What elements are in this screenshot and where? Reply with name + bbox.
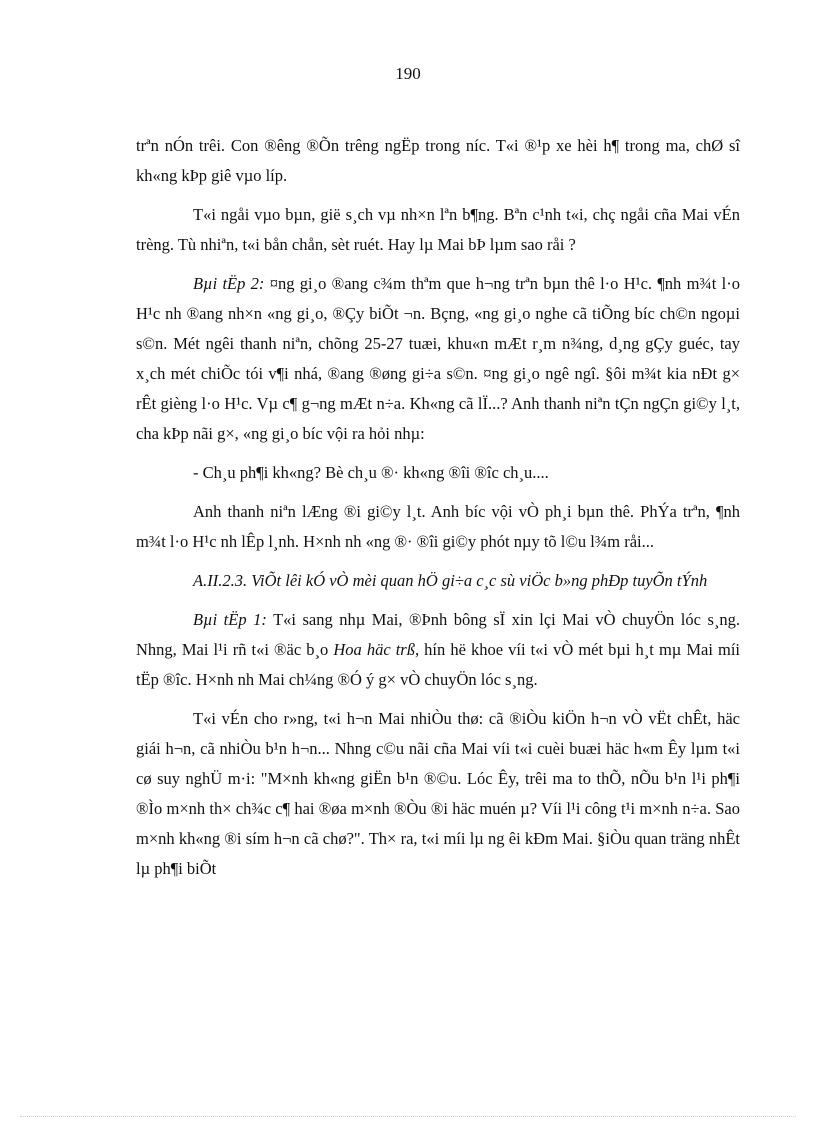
- paragraph-5: Anh thanh niªn lÆng ®i gi©y l¸t. Anh bíc vội vÒ ph¸i bµn thê. PhÝa trªn, ¶nh m¾t l·o H¹c nh lÊp l¸nh. H×nh nh «ng ®· ®îi gi©y phót nµy tõ l©u l¾m råi...: [136, 502, 740, 551]
- section-heading: A.II.2.3. ViÕt lêi kÓ vÒ mèi quan hÖ gi÷a c¸c sù viÖc b»ng phÐp tuyÕn tÝnh: [193, 571, 708, 590]
- exercise-label: Bµi tËp 1:: [193, 610, 267, 629]
- paragraph-2: T«i ngåi vµo bµn, gië s¸ch vµ nh×n lªn b¶ng. Bªn c¹nh t«i, chç ngåi cña Mai vÉn trèng. Tù nhiªn, t«i bån chån, sèt ruét. Hay lµ Mai bÞ lµm sao råi ?: [136, 205, 740, 254]
- paragraph-8: T«i vÉn cho r»ng, t«i h¬n Mai nhiÒu thø: cã ®iÒu kiÖn h¬n vÒ vËt chÊt, häc giái h¬n, cã nhiÒu b¹n h¬n... Nhng c©u nãi cña Mai víi t«i cuèi buæi häc h«m Êy lµm t«i cø suy nghÜ m·i: "M×nh kh«ng giËn b¹n ®©u. Lóc Êy, trêi ma to thÕ, nÕu b¹n l¹i ph¶i ®Ìo m×nh th× ch¾c c¶ hai ®øa m×nh ®Òu ®i häc muén µ? Víi l¹i công t¹i m×nh n÷a. Sao m×nh kh«ng ®i sím h¬n cã chø?". Th× ra, t«i míi lµ ng êi kÐm Mai. §iÒu quan träng nhÊt lµ ph¶i biÕt: [136, 709, 740, 878]
- exercise-label: Bµi tËp 2:: [193, 274, 265, 293]
- paragraph-dialogue: - Ch¸u ph¶i kh«ng? Bè ch¸u ®· kh«ng ®îi ®îc ch¸u....: [193, 463, 549, 482]
- paragraph-exercise-1: [136, 605, 740, 695]
- paragraph-1: trªn nÓn trêi. Con ®êng ®Õn trêng ngËp trong níc. T«i ®¹p xe hèi h¶ trong ma, chØ sî kh«ng kÞp giê vµo líp.: [136, 136, 740, 185]
- exercise-text-tail: , hín hë khoe víi t«i vÒ mét bµi h¸t mµ Mai míi tËp ®îc. H×nh nh Mai ch¼ng ®Ó ý g× vÒ chuyÖn lóc s¸ng.: [136, 640, 741, 689]
- paragraph-exercise-2: [136, 269, 740, 449]
- footer-divider: [20, 1116, 796, 1117]
- exercise-text: ¤ng gi¸o ®ang c¾m thªm que h¬ng trªn bµn thê l·o H¹c. ¶nh m¾t l·o H¹c nh ®ang nh×n «ng gi¸o, ®Çy biÕt ¬n. Bçng, «ng gi¸o nghe cã tiÕng bíc ch©n ngoµi s©n. Mét ngêi thanh niªn, chõng 25-27 tuæi, khu«n mÆt r¸m n¾ng, d¸ng gÇy guéc, tay x¸ch mét chiÕc tói v¶i nhá, ®ang ®øng gi÷a s©n. ¤ng gi¸o ngê ngî. §ôi m¾t kia nÐt g× rÊt gièng l·o H¹c. Vµ c¶ g¬ng mÆt n÷a. Kh«ng cã lÏ...? Anh thanh niªn tÇn ngÇn gi©y l¸t, cha kÞp nãi g×, «ng gi¸o bíc vội ra hỏi nhµ:: [136, 274, 741, 443]
- exercise-text: T«i sang nhµ Mai, ®Þnh bông sÏ xin lçi Mai vÒ chuyÖn lóc s¸ng. Nhng, Mai l¹i rñ t«i ®äc b¸o: [136, 610, 740, 659]
- magazine-title: Hoa häc trß: [333, 640, 415, 659]
- document-body: [136, 131, 740, 893]
- page-number: 190: [395, 64, 421, 83]
